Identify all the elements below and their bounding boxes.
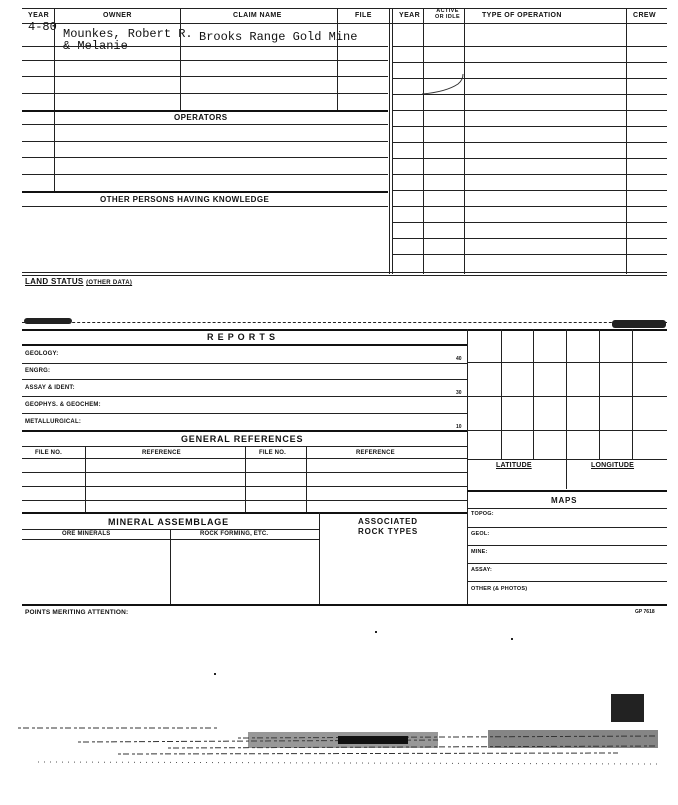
scan-speck [214,673,216,675]
file-no-header: FILE NO. [259,450,286,456]
maps-header-rule [467,508,667,509]
other-persons-label: OTHER PERSONS HAVING KNOWLEDGE [100,195,270,204]
land-status-rule [22,322,667,323]
longitude-label: LONGITUDE [591,462,635,469]
scan-smear [24,318,72,324]
assay-ident-label: ASSAY & IDENT: [25,385,75,391]
active-column-divider [423,8,424,274]
rock-forming-header: ROCK FORMING, ETC. [200,531,269,537]
maps-row-rule [467,563,667,564]
crew-header: CREW [633,12,656,19]
grid-row [467,430,667,431]
references-column-divider [245,446,246,512]
activity-row-rule [392,238,667,239]
geophys-geochem-label: GEOPHYS. & GEOCHEM: [25,402,101,408]
owner-header: OWNER [103,12,132,19]
operators-label: OPERATORS [174,113,228,122]
lat-long-divider [566,459,567,489]
activity-row-rule [392,110,667,111]
entry-owner-line2: & Melanie [63,39,128,53]
reports-row-rule [22,363,467,364]
mineral-column-divider [170,529,171,604]
maps-row-rule [467,527,667,528]
ore-minerals-header: ORE MINERALS [62,531,111,537]
geology-label: GEOLOGY: [25,351,59,357]
activity-row-rule [392,126,667,127]
reference-header: REFERENCE [142,450,181,456]
other-persons-rule [22,191,388,193]
references-column-divider [306,446,307,512]
top-border [22,8,667,9]
general-references-title: GENERAL REFERENCES [181,434,304,444]
scan-speck [511,638,513,640]
type-of-operation-header: TYPE OF OPERATION [482,12,562,19]
maps-row-rule [467,545,667,546]
owner-row-rule [22,60,388,61]
active-idle-header: ACTIVE OR IDLE [434,8,461,20]
entry-claim-name: Brooks Range Gold Mine [199,30,358,44]
activity-row-rule [392,174,667,175]
metallurgical-label: METALLURGICAL: [25,419,82,425]
associated-rock-divider [319,512,320,604]
grid-column [566,329,567,459]
operators-row-rule [22,174,388,175]
scan-noise-band [18,718,668,768]
engrg-label: ENGRG: [25,368,51,374]
entry-year: 4-80 [28,20,57,34]
geology-number: 40 [456,356,462,362]
pencil-mark [418,72,468,98]
form-number: GP 7618 [635,609,655,615]
other-photos-label: OTHER (& PHOTOS) [471,586,528,592]
references-bottom-rule [22,512,467,514]
grid-row [467,362,667,363]
owner-row-rule [22,93,388,94]
geol-map-label: GEOL: [471,531,490,537]
associated-rock-title: ASSOCIATED [358,517,418,526]
maps-row-rule [467,581,667,582]
points-meriting-attention-label: POINTS MERITING ATTENTION: [25,609,129,616]
mine-map-label: MINE: [471,549,488,555]
grid-column [599,329,600,459]
topog-label: TOPOG: [471,511,494,517]
owner-row-rule [22,76,388,77]
grid-column [632,329,633,459]
operators-row-rule [22,141,388,142]
activity-divider [389,8,390,274]
activity-row-rule [392,158,667,159]
activity-row-rule [392,190,667,191]
other-persons-row-rule [22,206,388,207]
reports-row-rule [22,396,467,397]
entry-owner: Mounkes, Robert R. [63,27,193,41]
activity-row-rule [392,206,667,207]
claim-name-header: CLAIM NAME [233,12,282,19]
maps-title: MAPS [551,496,578,505]
file-no-header: FILE NO. [35,450,62,456]
land-status-label [25,277,132,286]
land-status-title: LAND STATUS [25,277,84,286]
lat-long-bottom-rule [467,490,667,492]
top-section-bottom [22,272,667,273]
assay-map-label: ASSAY: [471,567,493,573]
file-column-divider [337,8,338,110]
grid-column [533,329,534,459]
references-column-divider [85,446,86,512]
latitude-label: LATITUDE [496,462,532,469]
grid-row [467,396,667,397]
owner-column-divider [180,8,181,110]
land-status-sublabel: (OTHER DATA) [86,280,133,286]
activity-row-rule [392,142,667,143]
activity-row-rule [392,254,667,255]
activity-row-rule [392,222,667,223]
activity-year-header: YEAR [399,12,421,19]
reports-row-rule [22,379,467,380]
reports-header-rule [22,344,467,346]
reports-bottom-rule [22,430,467,432]
file-header: FILE [355,12,372,19]
year-column-divider [54,8,55,191]
operators-row-rule [22,124,388,125]
year-header: YEAR [28,12,50,19]
crew-column-divider [626,8,627,274]
operators-rule [22,110,388,112]
header-rule [22,23,667,24]
reports-title: R E P O R T S [207,332,276,342]
associated-rock-title-line2: ROCK TYPES [358,527,419,536]
operators-row-rule [22,157,388,158]
activity-divider [392,8,393,274]
grid-column [501,329,502,459]
metallurgical-number: 10 [456,424,462,430]
operation-column-divider [464,8,465,274]
activity-row-rule [392,62,667,63]
reports-row-rule [22,413,467,414]
assay-number: 30 [456,390,462,396]
scan-speck [375,631,377,633]
mineral-assemblage-title: MINERAL ASSEMBLAGE [108,517,229,527]
owner-row-rule [22,46,388,47]
top-section-bottom [22,275,667,276]
form-bottom-rule [22,604,667,606]
reports-top-rule [22,329,667,331]
reference-header: REFERENCE [356,450,395,456]
activity-row-rule [392,46,667,47]
grid-row [467,459,667,460]
